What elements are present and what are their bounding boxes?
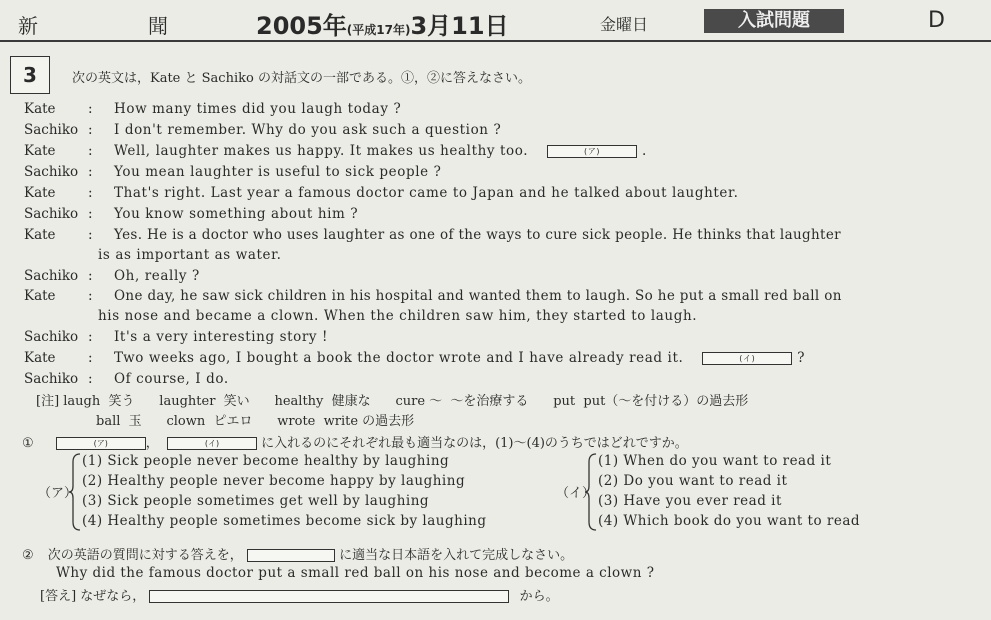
dialogue-line: Yes. He is a doctor who uses laughter as one of the ways to cure sick people. He thinks that laughter: [114, 227, 841, 243]
speaker-label: Sachiko: [24, 164, 79, 180]
dialogue-text: Two weeks ago, I bought a book the doctor wrote and I have already read it.: [114, 350, 684, 366]
notes-line-2: ball 玉 clown ピエロ wrote write の過去形: [96, 414, 415, 429]
colon: :: [88, 227, 93, 243]
speaker-label: Kate: [24, 288, 56, 304]
speaker-label: Sachiko: [24, 206, 79, 222]
q1-comma: ，: [145, 436, 159, 451]
q2-prompt: [22, 544, 573, 563]
question-number: 3: [23, 63, 37, 87]
colon: :: [88, 206, 93, 222]
q2-number: ②: [22, 548, 34, 563]
option-i-3: (3) Have you ever read it: [598, 493, 782, 509]
option-a-3: (3) Sick people sometimes get well by laughing: [82, 493, 430, 509]
speaker-label: Kate: [24, 350, 56, 366]
colon: :: [88, 350, 93, 366]
q1-number: ①: [22, 436, 34, 451]
q2-question: Why did the famous doctor put a small red ball on his nose and become a clown ?: [56, 565, 655, 581]
q2-blank: [247, 549, 335, 562]
answer-suffix: から。: [519, 589, 559, 604]
answer-prefix: [答え] なぜなら，: [40, 589, 146, 604]
q2-text-after: に適当な日本語を入れて完成しなさい。: [339, 548, 574, 563]
speaker-label: Kate: [24, 143, 56, 159]
instruction: 次の英文は，Kate と Sachiko の対話文の一部である。①，②に答えなさい。: [72, 71, 531, 86]
q1-blank-a: (ア): [56, 437, 146, 450]
dialogue-line: One day, he saw sick children in his hospital and wanted them to laugh. So he put a small red ball on: [114, 288, 842, 304]
header-month-day: 3月11日: [410, 12, 509, 40]
speaker-label: Sachiko: [24, 371, 79, 387]
q2-answer: [40, 585, 559, 604]
option-group-i-label: （イ）: [556, 486, 596, 501]
dialogue-line: How many times did you laugh today ?: [114, 101, 402, 117]
q1-blank-i: (イ): [167, 437, 257, 450]
dialogue-text: Well, laughter makes us happy. It makes us healthy too.: [114, 143, 529, 159]
option-group-i-brace: [584, 452, 598, 536]
dialogue-line: Well, laughter makes us happy. It makes us healthy too. (ア) .: [114, 143, 647, 159]
dialogue-line: Of course, I do.: [114, 371, 229, 387]
dialogue-line: I don't remember. Why do you ask such a question ?: [114, 122, 502, 138]
q1-text: に入れるのにそれぞれ最も適当なのは，(1)～(4)のうちではどれですか。: [261, 436, 688, 451]
colon: :: [88, 288, 93, 304]
dialogue-line: It's a very interesting story !: [114, 329, 329, 345]
question-number-box: [10, 56, 50, 94]
colon: :: [88, 371, 93, 387]
dialogue-line: Two weeks ago, I bought a book the doctor wrote and I have already read it. (イ) ?: [114, 350, 806, 366]
header-weekday: 金曜日: [600, 15, 649, 34]
q2-text-before: 次の英語の質問に対する答えを，: [47, 548, 243, 563]
colon: :: [88, 101, 93, 117]
dialogue-line-continued: is as important as water.: [98, 247, 282, 263]
header-year: 2005年: [256, 12, 347, 40]
speaker-label: Kate: [24, 227, 56, 243]
dialogue-line: You mean laughter is useful to sick people ?: [114, 164, 442, 180]
option-i-2: (2) Do you want to read it: [598, 473, 788, 489]
colon: :: [88, 143, 93, 159]
notes-line-1: [注] laugh 笑う laughter 笑い healthy 健康な cure ～ ～を治療する put put（～を付ける）の過去形: [36, 394, 749, 409]
option-group-a-brace: [68, 452, 82, 536]
blank-a: (ア): [547, 145, 637, 158]
speaker-label: Kate: [24, 101, 56, 117]
speaker-label: Sachiko: [24, 329, 79, 345]
speaker-label: Sachiko: [24, 122, 79, 138]
section-badge: 入試問題: [704, 9, 844, 33]
colon: :: [88, 329, 93, 345]
option-a-4: (4) Healthy people sometimes become sick by laughing: [82, 513, 487, 529]
dialogue-line: That's right. Last year a famous doctor came to Japan and he talked about laughter.: [114, 185, 739, 201]
colon: :: [88, 122, 93, 138]
option-a-1: (1) Sick people never become healthy by laughing: [82, 453, 450, 469]
speaker-label: Kate: [24, 185, 56, 201]
option-group-a-label: （ア）: [38, 486, 78, 501]
header-rule: [0, 40, 991, 42]
header-era: (平成17年): [346, 23, 411, 37]
dialogue-line: You know something about him ?: [114, 206, 359, 222]
colon: :: [88, 185, 93, 201]
paper-name-right: 聞: [148, 14, 168, 38]
dialogue-line-continued: his nose and became a clown. When the children saw him, they started to laugh.: [98, 308, 698, 324]
blank-i: (イ): [702, 352, 792, 365]
header-date: [256, 6, 509, 41]
q1-prompt: [22, 432, 688, 451]
dialogue-line: Oh, really ?: [114, 268, 200, 284]
colon: :: [88, 164, 93, 180]
speaker-label: Sachiko: [24, 268, 79, 284]
option-a-2: (2) Healthy people never become happy by laughing: [82, 473, 466, 489]
page-letter: D: [928, 8, 945, 33]
option-i-4: (4) Which book do you want to read: [598, 513, 861, 529]
option-i-1: (1) When do you want to read it: [598, 453, 832, 469]
paper-name-left: 新: [18, 14, 38, 38]
colon: :: [88, 268, 93, 284]
answer-blank: [149, 590, 509, 603]
